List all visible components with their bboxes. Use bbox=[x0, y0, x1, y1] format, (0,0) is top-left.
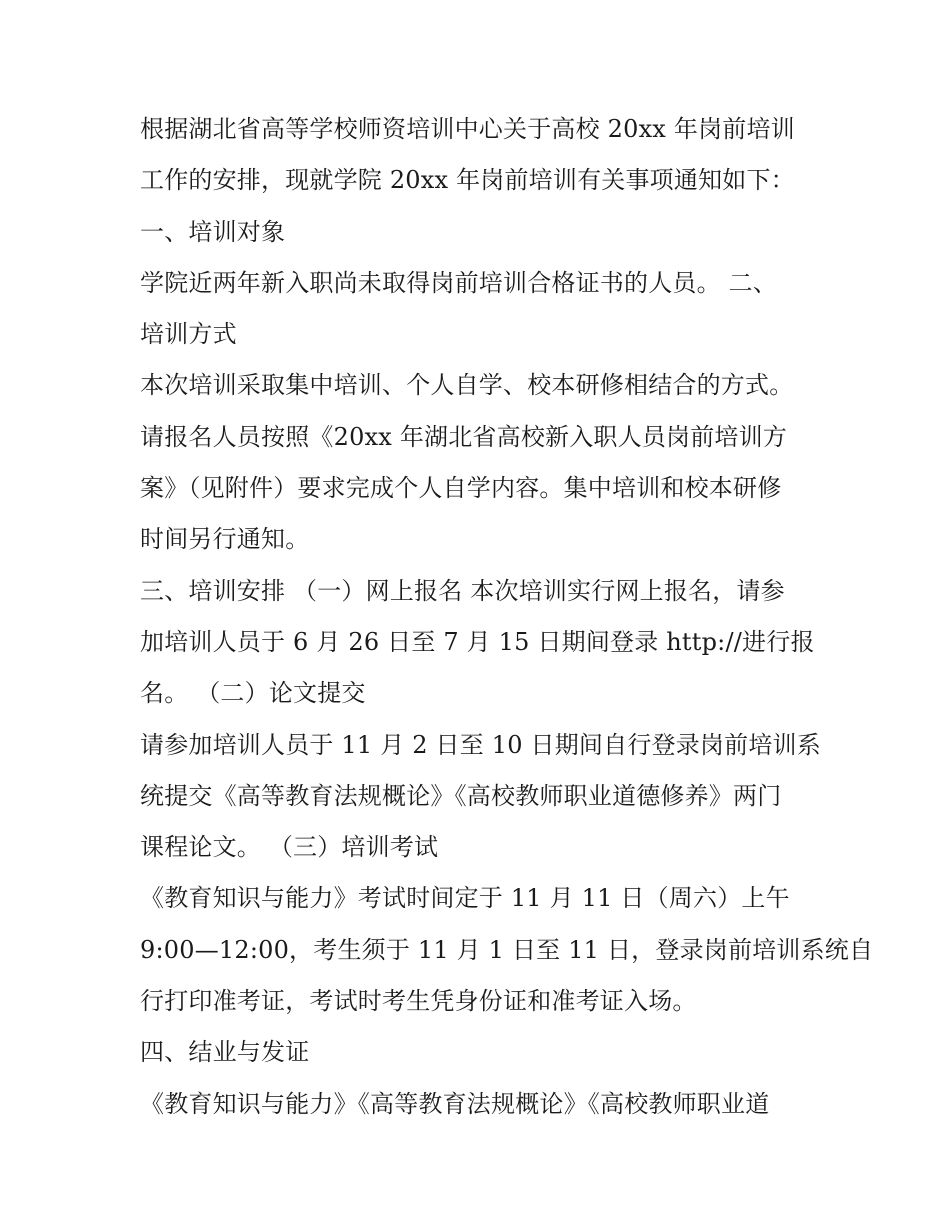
paragraph-line: 工作的安排，现就学院 20xx 年岗前培训有关事项通知如下： bbox=[140, 166, 795, 195]
paragraph-line: 行打印准考证，考试时考生凭身份证和准考证入场。 bbox=[140, 987, 697, 1016]
paragraph-line: 《教育知识与能力》《高等教育法规概论》《高校教师职业道 bbox=[140, 1089, 770, 1118]
paragraph-line: 根据湖北省高等学校师资培训中心关于高校 20xx 年岗前培训 bbox=[140, 115, 795, 143]
section-heading: 四、结业与发证 bbox=[140, 1038, 310, 1067]
paragraph-line: 请报名人员按照《20xx 年湖北省高校新入职人员岗前培训方 bbox=[140, 422, 788, 451]
paragraph-line: 时间另行通知。 bbox=[140, 525, 310, 554]
paragraph-line: 课程论文。 （三）培训考试 bbox=[140, 833, 439, 862]
document-body bbox=[140, 104, 874, 1130]
paragraph-line: 培训方式 bbox=[140, 320, 237, 349]
paragraph-line: 名。 （二）论文提交 bbox=[140, 679, 366, 708]
paragraph-line: 统提交《高等教育法规概论》《高校教师职业道德修养》两门 bbox=[140, 781, 782, 810]
section-heading: 一、培训对象 bbox=[140, 217, 286, 246]
paragraph-line: 案》（见附件）要求完成个人自学内容。集中培训和校本研修 bbox=[140, 474, 782, 503]
paragraph-line: 加培训人员于 6 月 26 日至 7 月 15 日期间登录 http://进行报 bbox=[140, 627, 815, 656]
paragraph-line: 《教育知识与能力》考试时间定于 11 月 11 日（周六）上午 bbox=[140, 884, 790, 913]
paragraph-line: 本次培训采取集中培训、个人自学、校本研修相结合的方式。 bbox=[140, 371, 794, 400]
paragraph-line: 9:00—12:00，考生须于 11 月 1 日至 11 日，登录岗前培训系统自 bbox=[140, 935, 874, 964]
paragraph-line: 三、培训安排 （一）网上报名 本次培训实行网上报名，请参 bbox=[140, 576, 785, 605]
paragraph-line: 学院近两年新入职尚未取得岗前培训合格证书的人员。 二、 bbox=[140, 268, 778, 297]
paragraph-line: 请参加培训人员于 11 月 2 日至 10 日期间自行登录岗前培训系 bbox=[140, 730, 821, 759]
